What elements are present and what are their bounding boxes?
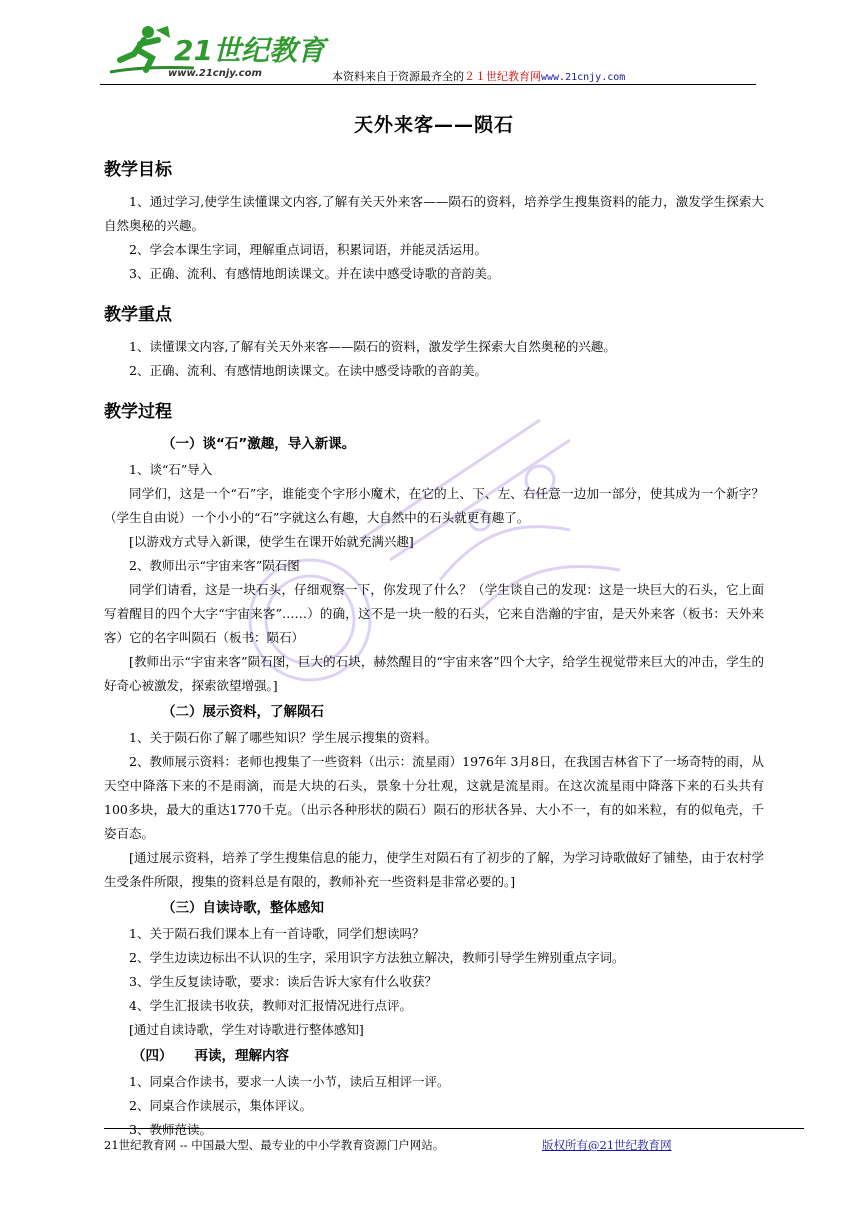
header-note-url[interactable]: www.21cnjy.com xyxy=(541,72,626,83)
document-body xyxy=(104,110,764,1142)
paragraph: [通过自读诗歌，学生对诗歌进行整体感知] xyxy=(129,1022,364,1037)
paragraph: 1、通过学习,使学生读懂课文内容,了解有关天外来客——陨石的资料，培养学生搜集资料的能力，激发学生探索大自然奥秘的兴趣。 xyxy=(104,194,764,233)
svg-text:www.21cnjy.com: www.21cnjy.com xyxy=(168,68,262,79)
section-heading: 教学过程 xyxy=(104,402,172,422)
paragraph: 同学们，这是一个“石”字，谁能变个字形小魔术，在它的上、下、左、右任意一边加一部分，使其成为一个新字？（学生自由说）一个小小的“石”字就这么有趣，大自然中的石头就更有趣了。 xyxy=(104,486,764,525)
page-footer xyxy=(104,1128,804,1153)
paragraph: 1、关于陨石你了解了哪些知识？学生展示搜集的资料。 xyxy=(129,730,437,745)
paragraph: [教师出示“宇宙来客”陨石图，巨大的石块，赫然醒目的“宇宙来客”四个大字，给学生视觉带来巨大的冲击，学生的好奇心被激发，探索欲望增强。] xyxy=(104,654,764,693)
paragraph: 1、关于陨石我们课本上有一首诗歌，同学们想读吗？ xyxy=(129,926,425,941)
page-header xyxy=(100,20,756,85)
paragraph: 3、学生反复读诗歌，要求：读后告诉大家有什么收获？ xyxy=(129,974,437,989)
header-source-note xyxy=(332,68,625,84)
subsection-heading: （一）谈“石”激趣，导入新课。 xyxy=(162,436,356,452)
paragraph: [以游戏方式导入新课，使学生在课开始就充满兴趣] xyxy=(129,534,414,549)
document-title: 天外来客——陨石 xyxy=(353,114,514,136)
subsection-heading: （二）展示资料，了解陨石 xyxy=(162,704,324,720)
paragraph: 2、学生边读边标出不认识的生字，采用识字方法独立解决，教师引导学生辨别重点字词。 xyxy=(129,950,625,965)
subsection-number: （四） xyxy=(132,1048,173,1064)
paragraph: 1、同桌合作读书，要求一人读一小节，读后互相评一评。 xyxy=(129,1074,450,1089)
section-heading: 教学目标 xyxy=(104,160,172,180)
paragraph: 1、谈“石”导入 xyxy=(129,462,213,477)
footer-copyright-link[interactable]: 版权所有@21世纪教育网 xyxy=(542,1138,672,1152)
paragraph: 2、正确、流利、有感情地朗读课文。在读中感受诗歌的音韵美。 xyxy=(129,363,487,378)
site-logo xyxy=(104,20,334,82)
paragraph: 2、教师展示资料：老师也搜集了一些资料（出示：流星雨）1976年 3月8日，在我国吉林省下了一场奇特的雨，从天空中降落下来的不是雨滴，而是大块的石头，景象十分壮观，这就是流星雨。在这次流星雨中降落下来的石头共有100多块，最大的重达1770千克。（出示各种形状的陨石）陨石的形状各异、大小不一，有的如米粒，有的似龟壳，千姿百态。 xyxy=(104,754,764,841)
subsection-heading xyxy=(132,1044,764,1068)
paragraph: 4、学生汇报读书收获，教师对汇报情况进行点评。 xyxy=(129,998,412,1013)
paragraph: 3、教师范读。 xyxy=(129,1122,212,1137)
paragraph: 同学们请看，这是一块石头，仔细观察一下，你发现了什么？（学生谈自己的发现：这是一块巨大的石头，它上面写着醒目的四个大字“宇宙来客”……）的确，这不是一块一般的石头，它来自浩瀚的宇宙，是天外来客（板书：天外来客）它的名字叫陨石（板书：陨石） xyxy=(104,582,764,645)
paragraph: [通过展示资料，培养了学生搜集信息的能力，使学生对陨石有了初步的了解，为学习诗歌做好了铺垫，由于农村学生受条件所限，搜集的资料总是有限的，教师补充一些资料是非常必要的。] xyxy=(104,850,764,889)
header-note-site[interactable]: ２１世纪教育网 xyxy=(464,70,541,83)
paragraph: 2、教师出示“宇宙来客”陨石图 xyxy=(129,558,300,573)
header-note-prefix: 本资料来自于资源最齐全的 xyxy=(332,70,464,83)
subsection-heading: （三）自读诗歌，整体感知 xyxy=(162,900,324,916)
paragraph: 2、学会本课生字词，理解重点词语，积累词语，并能灵活运用。 xyxy=(129,242,487,257)
section-heading: 教学重点 xyxy=(104,305,172,325)
subsection-title: 再读，理解内容 xyxy=(194,1048,289,1064)
paragraph: 1、读懂课文内容,了解有关天外来客——陨石的资料，激发学生探索大自然奥秘的兴趣。 xyxy=(129,339,616,354)
svg-text:21世纪教育: 21世纪教育 xyxy=(174,34,325,67)
paragraph: 3、正确、流利、有感情地朗读课文。并在读中感受诗歌的音韵美。 xyxy=(129,266,500,281)
footer-text: 21世纪教育网 -- 中国最大型、最专业的中小学教育资源门户网站。 xyxy=(104,1138,445,1152)
paragraph: 2、同桌合作读展示，集体评议。 xyxy=(129,1098,312,1113)
